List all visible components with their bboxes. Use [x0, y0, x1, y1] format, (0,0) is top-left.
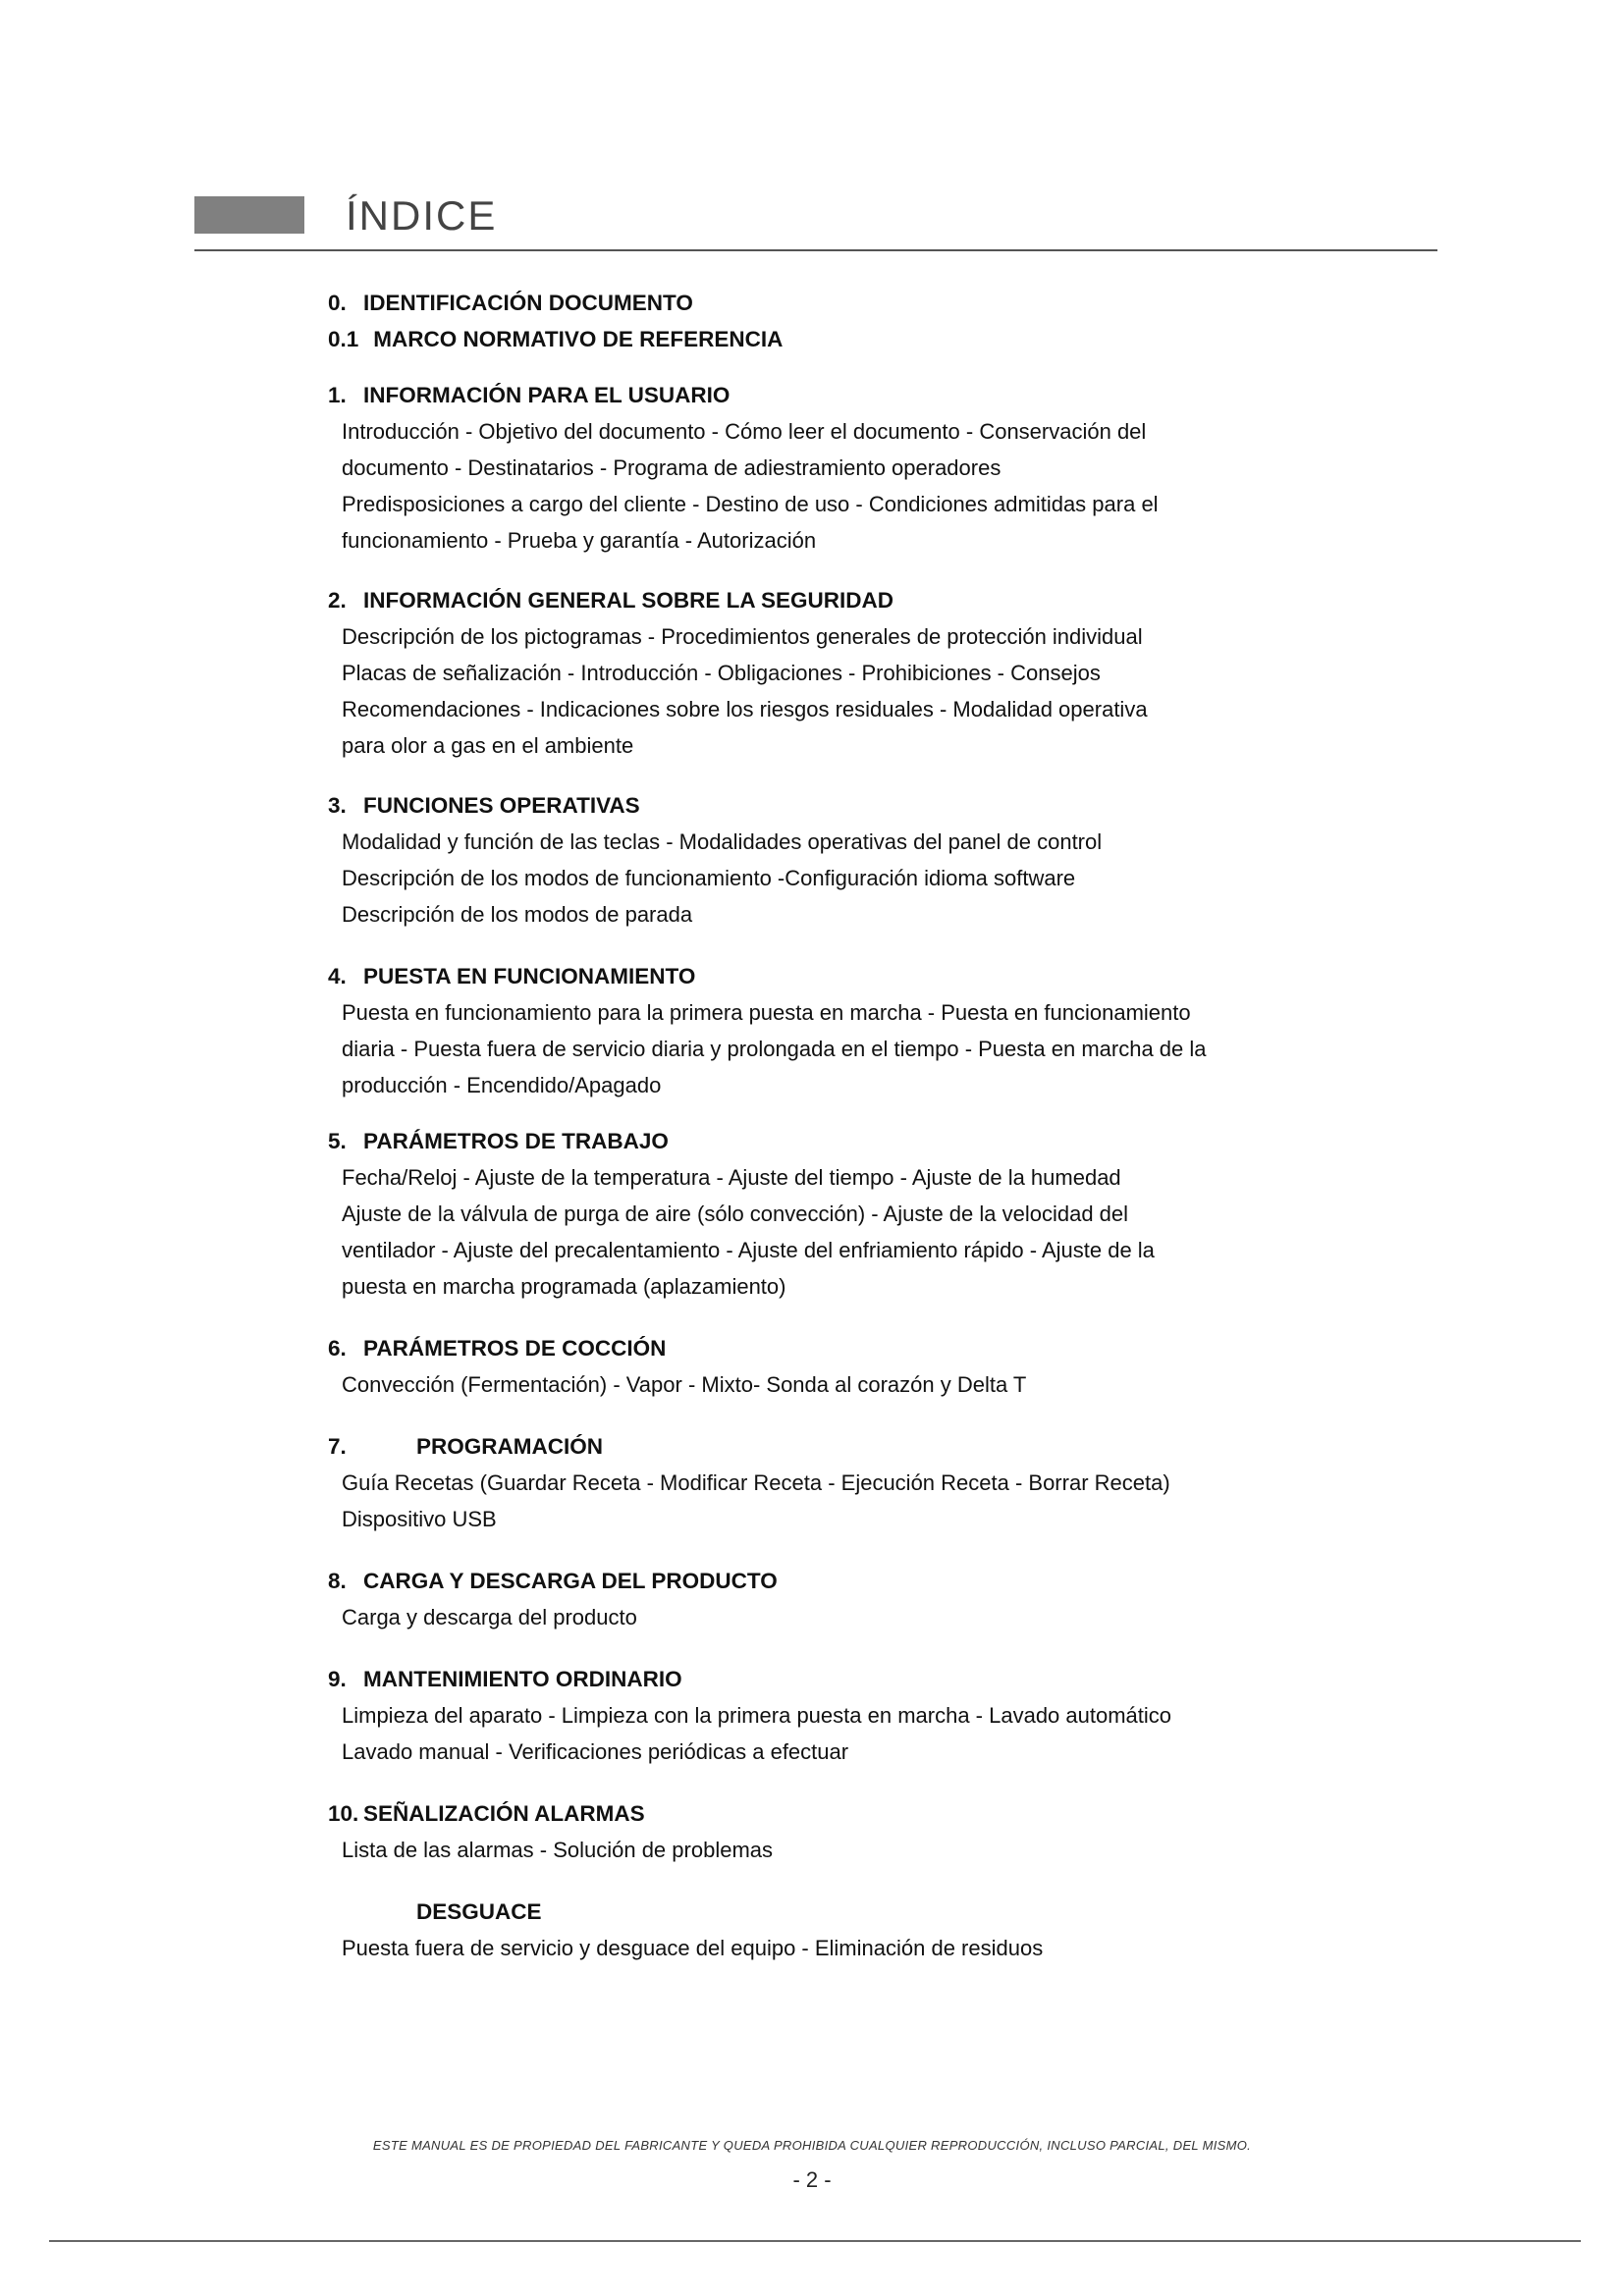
- toc-section-title: PARÁMETROS DE COCCIÓN: [363, 1336, 667, 1361]
- toc-section-heading: [328, 1894, 1388, 1930]
- toc-section-description: producción - Encendido/Apagado: [342, 1073, 662, 1097]
- toc-section-description: Lista de las alarmas - Solución de problemas: [342, 1838, 774, 1862]
- toc-section-number: 8.: [328, 1569, 347, 1593]
- toc-section: [328, 1563, 1388, 1635]
- toc-section-description: Puesta fuera de servicio y desguace del equipo - Eliminación de residuos: [342, 1936, 1044, 1960]
- toc-section-heading: [328, 1795, 1388, 1832]
- toc-section: [328, 958, 1388, 1103]
- toc-section-description: Modalidad y función de las teclas - Modalidades operativas del panel de control: [342, 829, 1103, 854]
- toc-section-description: Predisposiciones a cargo del cliente - Destino de uso - Condiciones admitidas para el: [342, 492, 1159, 516]
- toc-section-title: DESGUACE: [416, 1899, 542, 1924]
- toc-section: [328, 1661, 1388, 1770]
- toc-section-description: diaria - Puesta fuera de servicio diaria y prolongada en el tiempo - Puesta en marcha de la: [342, 1037, 1207, 1061]
- toc-section-description: Dispositivo USB: [342, 1507, 497, 1531]
- toc-section-heading: [328, 582, 1388, 618]
- toc-section: [328, 1894, 1388, 1966]
- toc-section-number: 6.: [328, 1336, 347, 1361]
- page-title: ÍNDICE: [346, 192, 498, 239]
- toc-section-heading: [328, 958, 1388, 994]
- toc-section-heading: [328, 1563, 1388, 1599]
- page-number: - 2 -: [792, 2167, 832, 2192]
- toc-section-description: Limpieza del aparato - Limpieza con la primera puesta en marcha - Lavado automático: [342, 1703, 1172, 1728]
- toc-section-title: MARCO NORMATIVO DE REFERENCIA: [373, 327, 784, 351]
- toc-section: [328, 1123, 1388, 1305]
- toc-section-description: Puesta en funcionamiento para la primera puesta en marcha - Puesta en funcionamiento: [342, 1000, 1191, 1025]
- toc-section-number: 7.: [328, 1434, 347, 1459]
- toc-section-description: Recomendaciones - Indicaciones sobre los riesgos residuales - Modalidad operativa: [342, 697, 1148, 721]
- toc-section-title: PUESTA EN FUNCIONAMIENTO: [363, 964, 696, 988]
- toc-section-number: 5.: [328, 1129, 347, 1153]
- toc-section-title: PROGRAMACIÓN: [416, 1434, 603, 1459]
- toc-section-description: puesta en marcha programada (aplazamiento): [342, 1274, 786, 1299]
- toc-section: [328, 787, 1388, 933]
- toc-section-title: PARÁMETROS DE TRABAJO: [363, 1129, 669, 1153]
- toc-section-description: Placas de señalización - Introducción - Obligaciones - Prohibiciones - Consejos: [342, 661, 1101, 685]
- toc-section-description: documento - Destinatarios - Programa de adiestramiento operadores: [342, 455, 1001, 480]
- toc-section-description: Introducción - Objetivo del documento - Cómo leer el documento - Conservación del: [342, 419, 1147, 444]
- toc-section-description: Guía Recetas (Guardar Receta - Modificar Receta - Ejecución Receta - Borrar Receta): [342, 1470, 1170, 1495]
- toc-section-description: Descripción de los modos de funcionamiento -Configuración idioma software: [342, 866, 1076, 890]
- header-decoration-block: [194, 196, 304, 234]
- toc-section-number: 1.: [328, 383, 347, 407]
- toc-section-heading: [328, 321, 1388, 357]
- toc-section-description: ventilador - Ajuste del precalentamiento - Ajuste del enfriamiento rápido - Ajuste de la: [342, 1238, 1155, 1262]
- footer-divider: [49, 2240, 1581, 2242]
- toc-section-number: 0.: [328, 291, 347, 315]
- toc-section-heading: [328, 285, 1388, 321]
- toc-section: [328, 582, 1388, 764]
- toc-section: [328, 1795, 1388, 1868]
- toc-section-heading: [328, 1428, 1388, 1465]
- toc-section: [328, 285, 1388, 321]
- toc-section-number: 10.: [328, 1801, 359, 1826]
- toc-section-heading: [328, 1123, 1388, 1159]
- toc-section-number: 2.: [328, 588, 347, 613]
- toc-section-description: Descripción de los pictogramas - Procedimientos generales de protección individual: [342, 624, 1143, 649]
- toc-section-description: Descripción de los modos de parada: [342, 902, 693, 927]
- toc-section: [328, 1330, 1388, 1403]
- toc-section-description: Fecha/Reloj - Ajuste de la temperatura - Ajuste del tiempo - Ajuste de la humedad: [342, 1165, 1121, 1190]
- toc-section-title: IDENTIFICACIÓN DOCUMENTO: [363, 291, 693, 315]
- toc-section-number: 3.: [328, 793, 347, 818]
- toc-section-number: 4.: [328, 964, 347, 988]
- header-divider: [194, 249, 1437, 251]
- toc-section-title: SEÑALIZACIÓN ALARMAS: [363, 1801, 645, 1826]
- toc-section-description: funcionamiento - Prueba y garantía - Autorización: [342, 528, 817, 553]
- toc-section-heading: [328, 787, 1388, 824]
- toc-section-description: para olor a gas en el ambiente: [342, 733, 634, 758]
- toc-section-title: MANTENIMIENTO ORDINARIO: [363, 1667, 682, 1691]
- toc-section-description: Ajuste de la válvula de purga de aire (sólo convección) - Ajuste de la velocidad del: [342, 1201, 1129, 1226]
- toc-section-title: FUNCIONES OPERATIVAS: [363, 793, 640, 818]
- copyright-notice: ESTE MANUAL ES DE PROPIEDAD DEL FABRICANTE Y QUEDA PROHIBIDA CUALQUIER REPRODUCCIÓN, INCLUSO PARCIAL, DEL MISMO.: [372, 2138, 1252, 2153]
- toc-section: [328, 377, 1388, 559]
- toc-section-title: CARGA Y DESCARGA DEL PRODUCTO: [363, 1569, 778, 1593]
- toc-section-description: Convección (Fermentación) - Vapor - Mixto- Sonda al corazón y Delta T: [342, 1372, 1027, 1397]
- toc-section: [328, 1428, 1388, 1537]
- toc-section-number: 9.: [328, 1667, 347, 1691]
- toc-section-title: INFORMACIÓN GENERAL SOBRE LA SEGURIDAD: [363, 588, 894, 613]
- toc-section-description: Lavado manual - Verificaciones periódicas a efectuar: [342, 1739, 849, 1764]
- toc-section-heading: [328, 377, 1388, 413]
- toc-section-description: Carga y descarga del producto: [342, 1605, 637, 1629]
- toc-section-title: INFORMACIÓN PARA EL USUARIO: [363, 383, 731, 407]
- toc-section-heading: [328, 1330, 1388, 1366]
- toc-section-heading: [328, 1661, 1388, 1697]
- table-of-contents: [328, 285, 1388, 1966]
- toc-section-number: 0.1: [328, 327, 359, 351]
- toc-section: [328, 321, 1388, 357]
